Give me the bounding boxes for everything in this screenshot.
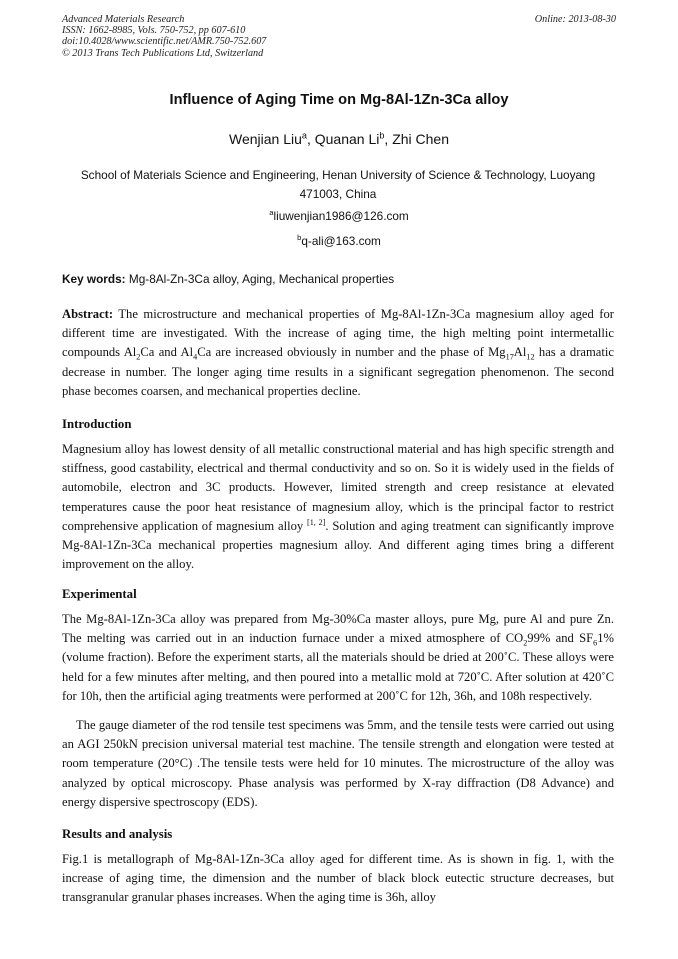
email-a xyxy=(0,209,678,223)
abstract-label: Abstract: xyxy=(62,307,114,321)
subscript: 2 xyxy=(136,352,141,362)
author-separator: , xyxy=(306,131,315,147)
online-date: Online: 2013-08-30 xyxy=(534,14,616,25)
subscript: 4 xyxy=(193,352,198,362)
email-address: q-ali@163.com xyxy=(301,234,381,248)
keywords xyxy=(62,272,614,286)
results-paragraph: Fig.1 is metallograph of Mg-8Al-1Zn-3Ca alloy aged for different time. As is shown in fig. 1, with the increase of aging time, the dimension and the number of black block eutectic structure decreases, but transgranular granular phases increases. When the aging time is 36h, alloy xyxy=(62,852,614,905)
paragraph-text: 1% (volume fraction). Before the experiment starts, all the materials should be dried at 200˚C. These alloys were held for a few minutes after melting, and then poured into a metallic mold at 720˚C. After solution at 420˚C for 10h, then the artificial aging treatments were performed at 200˚C for 12h, 36h, and 108h respectively. xyxy=(62,631,614,703)
abstract-text: Ca and Al xyxy=(140,345,194,360)
email-superscript: a xyxy=(269,208,274,218)
paragraph-text: Magnesium alloy has lowest density of all metallic constructional material and has high specific strength and stiffness, good castability, electrical and thermal conductivity and so on. So it is widely used in the fields of automobile, electron and 3C products. However, limited strength and creep resistance at elevated temperatures cause the poor heat resistance of magnesium alloy, which is the principal factor to restrict comprehensive application of magnesium alloy xyxy=(62,442,614,533)
experimental-heading: Experimental xyxy=(62,587,137,601)
experimental-paragraph-1 xyxy=(62,610,614,706)
subscript: 17 xyxy=(505,352,514,362)
email-superscript: b xyxy=(297,233,302,243)
abstract-text: The microstructure and mechanical properties of Mg-8Al-1Zn-3Ca magnesium alloy aged for different time are investigated. With the increase of aging time, the high melting point intermetallic compounds Al xyxy=(62,307,614,360)
results-heading: Results and analysis xyxy=(62,827,173,841)
author-name: Zhi Chen xyxy=(392,131,449,147)
paragraph-text: 99% and SF xyxy=(527,631,594,646)
author-separator: , xyxy=(384,131,393,147)
author-list xyxy=(0,131,678,147)
keywords-text: Mg-8Al-Zn-3Ca alloy, Aging, Mechanical properties xyxy=(125,272,395,286)
author-superscript: a xyxy=(301,130,307,141)
email-address: liuwenjian1986@126.com xyxy=(273,209,409,223)
introduction-heading: Introduction xyxy=(62,417,132,431)
paper-title: Influence of Aging Time on Mg-8Al-1Zn-3Ca alloy xyxy=(169,92,509,108)
copyright-line: © 2013 Trans Tech Publications Ltd, Switzerland xyxy=(62,47,264,59)
journal-name: Advanced Materials Research xyxy=(62,14,185,25)
abstract xyxy=(62,305,614,401)
subscript: 6 xyxy=(593,638,598,648)
abstract-text: Ca are increased obviously in number and the phase of Mg xyxy=(197,345,506,360)
affiliation: School of Materials Science and Engineering, Henan University of Science & Technology, Luoyang 471003, China xyxy=(80,168,596,201)
author-name: Wenjian Liu xyxy=(228,131,302,147)
journal-header xyxy=(62,14,266,59)
abstract-text: Al xyxy=(513,345,527,360)
paragraph-text: The Mg-8Al-1Zn-3Ca alloy was prepared from Mg-30%Ca master alloys, pure Mg, pure Al and pure Zn. The melting was carried out in an induction furnace under a mixed atmosphere of CO xyxy=(62,612,614,646)
doi-line: doi:10.4028/www.scientific.net/AMR.750-752.607 xyxy=(62,36,267,48)
keywords-label: Key words: xyxy=(62,272,126,286)
paragraph-text: . Solution and aging treatment can significantly improve Mg-8Al-1Zn-3Ca mechanical properties magnesium alloy. And different aging times bring a different improvement on the alloy. xyxy=(62,518,614,572)
email-b xyxy=(0,234,678,248)
issn-line: ISSN: 1662-8985, Vols. 750-752, pp 607-610 xyxy=(62,25,246,37)
introduction-paragraph xyxy=(62,440,614,574)
subscript: 2 xyxy=(523,638,528,648)
subscript: 12 xyxy=(526,352,535,362)
author-name: Quanan Li xyxy=(314,131,380,147)
author-superscript: b xyxy=(379,130,385,141)
citation: [1, 2] xyxy=(306,517,326,527)
abstract-text: has a dramatic decrease in number. The longer aging time results in a significant segregation phenomenon. The second phase becomes coarsen, and mechanical properties decline. xyxy=(62,345,614,398)
experimental-paragraph-2: The gauge diameter of the rod tensile test specimens was 5mm, and the tensile tests were carried out using an AGI 250kN precision universal material test machine. The tensile strength and elongation were tested at room temperature (20°C) .The tensile tests were held for 10 minutes. The microstructure of the alloy was analyzed by optical microscopy. Phase analysis was performed by X-ray diffraction (D8 Advance) and energy dispersive spectroscopy (EDS). xyxy=(62,718,614,809)
